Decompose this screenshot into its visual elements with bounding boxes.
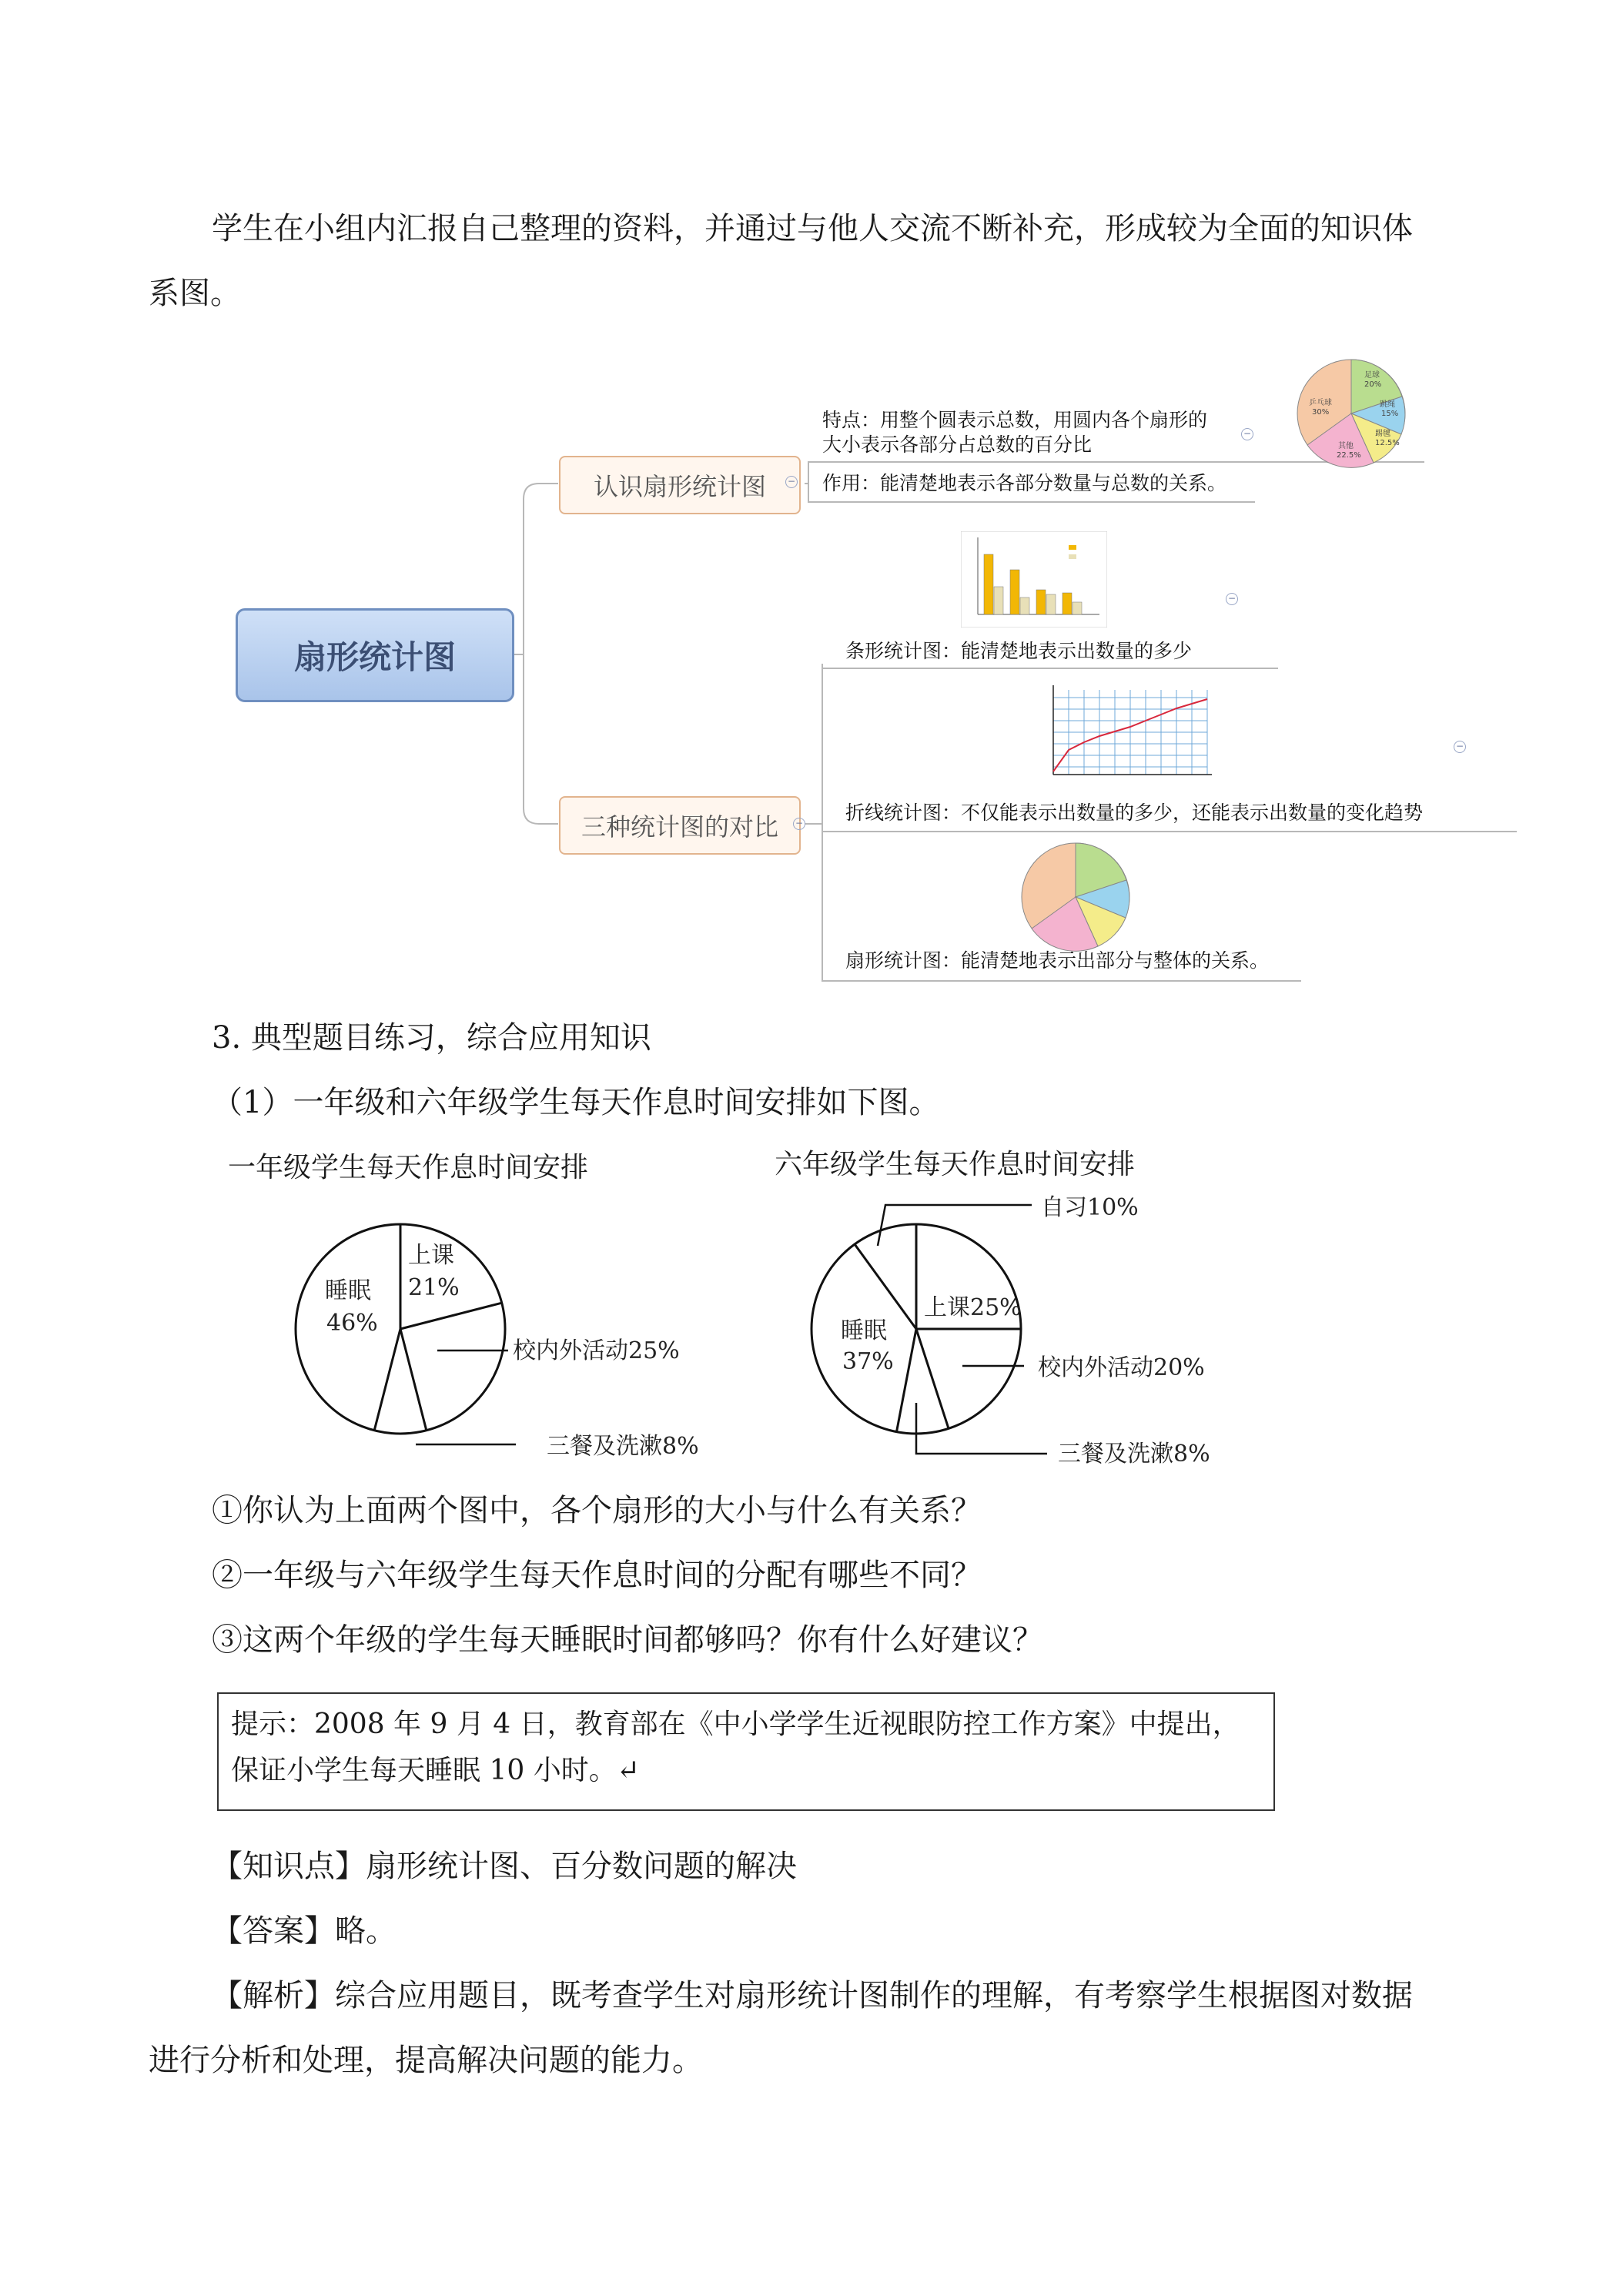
collapse-icon[interactable]: − [793,818,805,830]
pie1-sleep-label: 睡眠 [325,1277,371,1304]
feature-line-1: 特点：用整个圆表示总数，用圆内各个扇形的 [822,409,1208,431]
question-b: ②一年级与六年级学生每天作息时间的分配有哪些不同？ [212,1558,982,1593]
collapse-icon[interactable]: − [1454,741,1466,753]
question-a: ①你认为上面两个图中，各个扇形的大小与什么有关系？ [212,1493,982,1528]
pie-slice-自习 [855,1244,916,1329]
intro-line-2: 系图。 [149,276,241,311]
hint-line-2: 保证小学生每天睡眠 10 小时。↵ [231,1755,640,1786]
analysis-line-2: 进行分析和处理，提高解决问题的能力。 [149,2043,703,2078]
function-text: 作用：能清楚地表示各部分数量与总数的关系。 [822,472,1227,494]
mini-pie-label: 跳绳 [1380,400,1395,409]
pie2-study-label: 自习10% [1041,1194,1139,1221]
pie-slice-三餐及洗漱 [400,1329,427,1431]
bar-caption: 条形统计图：能清楚地表示出数量的多少 [845,640,1193,662]
mini-pie-label: 踢毽 [1375,430,1390,438]
pie-slice-睡眠 [897,1329,916,1432]
mini-pie-label: 20% [1364,380,1382,389]
pie1-class-pct: 21% [408,1274,460,1301]
analysis-line-1: 【解析】综合应用题目，既考查学生对扇形统计图制作的理解，有考察学生根据图对数据 [212,1978,1413,2013]
mini-pie-label: 乒乓球 [1309,399,1332,407]
mini-pie-label: 15% [1381,410,1399,418]
pie2-class-label: 上课25% [924,1294,1022,1321]
feature-line-2: 大小表示各部分占总数的百分比 [822,433,1093,456]
collapse-icon[interactable]: − [1241,428,1253,440]
hint-line-1: 提示：2008 年 9 月 4 日，教育部在《中小学学生近视眼防控工作方案》中提出， [231,1709,1240,1740]
pie2-meals-label: 三餐及洗漱8% [1058,1441,1210,1468]
line-caption: 折线统计图：不仅能表示出数量的多少，还能表示出数量的变化趋势 [845,802,1424,824]
mini-pie-label: 30% [1312,408,1330,417]
mini-pie-label: 22.5% [1337,451,1361,460]
pie-slice-三餐及洗漱 [916,1329,949,1428]
intro-line-1: 学生在小组内汇报自己整理的资料，并通过与他人交流不断补充，形成较为全面的知识体 [212,211,1413,246]
mind-map-root: 扇形统计图 [236,608,514,702]
pie2-activity-label: 校内外活动20% [1038,1354,1205,1381]
pie1-activity-label: 校内外活动25% [513,1337,680,1364]
pie-slice-睡眠 [374,1329,400,1431]
pie2-sleep-pct: 37% [842,1348,894,1375]
branch-recognize-pie: 认识扇形统计图 [559,456,801,514]
pie1-class-label: 上课 [408,1242,454,1269]
section-3-heading: 3. 典型题目练习，综合应用知识 [212,1020,651,1056]
mini-pie-label: 12.5% [1375,439,1400,447]
question-1-intro: （1）一年级和六年级学生每天作息时间安排如下图。 [212,1085,940,1120]
answer-text: 【答案】略。 [212,1913,397,1949]
pie-2-title: 六年级学生每天作息时间安排 [775,1149,1136,1180]
pie2-sleep-label: 睡眠 [841,1317,887,1344]
pie1-meals-label: 三餐及洗漱8% [547,1433,699,1460]
branch-compare-charts: 三种统计图的对比 [559,796,801,855]
pie-caption: 扇形统计图：能清楚地表示出部分与整体的关系。 [845,949,1270,972]
pie-1-title: 一年级学生每天作息时间安排 [228,1152,589,1183]
pie1-sleep-pct: 46% [326,1310,378,1337]
collapse-icon[interactable]: − [785,476,798,488]
collapse-icon[interactable]: − [1226,593,1238,605]
pie-slice-校内外活动 [400,1303,502,1329]
mini-pie-label: 足球 [1364,371,1380,380]
question-c: ③这两个年级的学生每天睡眠时间都够吗？你有什么好建议？ [212,1622,1043,1658]
knowledge-point: 【知识点】扇形统计图、百分数问题的解决 [212,1849,797,1884]
mini-pie-label: 其他 [1338,442,1354,450]
